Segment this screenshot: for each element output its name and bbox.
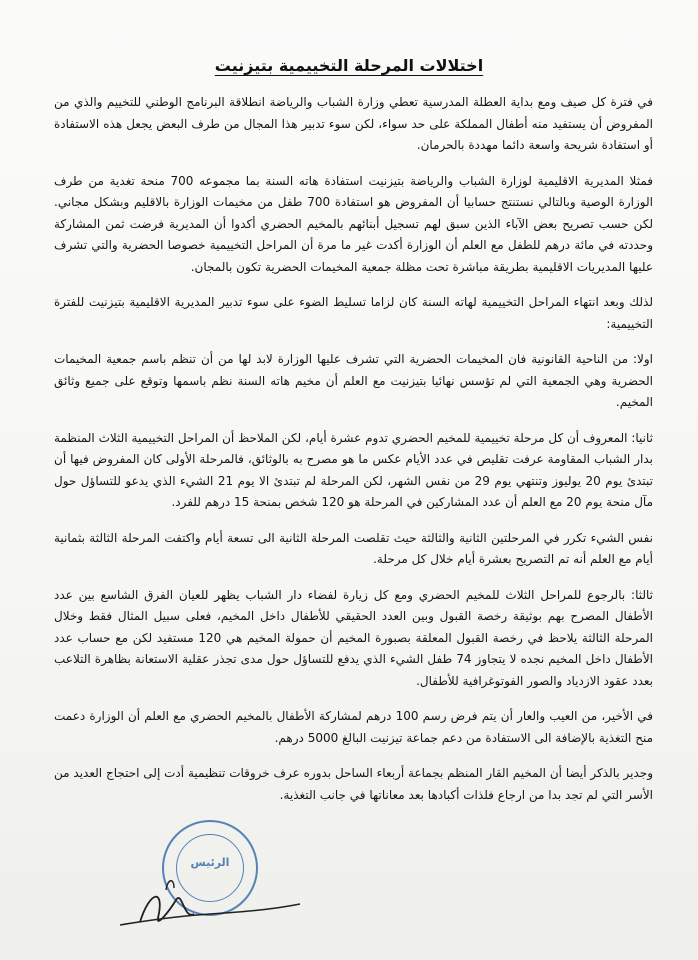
paragraph-note: وجدير بالذكر أيضا أن المخيم القار المنظم بجماعة أربعاء الساحل بدوره عرف خروقات تنظيمية أدت إلى احتجاج العديد من الأسر التي لم تجد بدا من ارجاع فلذات أكبادها بعد معاناتها في جانب التغذية. bbox=[54, 766, 653, 802]
paragraph-third-point: ثالثا: بالرجوع للمراحل الثلاث للمخيم الحضري ومع كل زيارة لفضاء دار الشباب يظهر للعيان الفرق الشاسع بين عدد الأطفال المصرح بهم بوثيقة رخصة القبول وبين العدد الحقيقي للأطفال داخل المخيم، فعلى سبيل المثال فقط وخلال المرحلة الثالثة يلاحظ في رخصة القبول المعلقة بصبورة المخيم أن حمولة المخيم هي 120 مستفيد لكن مع حساب عدد الأطفال داخل المخيم نجده لا يتجاوز 74 طفل الشيء الذي يدفع للتساؤل حول مدى تجذر عقلية الاستعانة بظاهرة التلاعب بعدد عقود الازدياد والصور الفوتوغرافية للأطفال. bbox=[54, 587, 653, 688]
stamp-label: الرئيس bbox=[190, 856, 230, 869]
signature bbox=[110, 870, 310, 940]
document-title-text: اختلالات المرحلة التخييمية بتيزنيت bbox=[214, 56, 484, 75]
document-body bbox=[54, 92, 653, 820]
paragraph-focus: لذلك وبعد انتهاء المراحل التخييمية لهاته السنة كان لزاما تسليط الضوء على سوء تدبير المديرية الاقليمية بتيزنيت للفترة التخييمية: bbox=[54, 295, 653, 331]
paragraph-second-point: ثانيا: المعروف أن كل مرحلة تخييمية للمخيم الحضري تدوم عشرة أيام، لكن الملاحظ أن المراحل التخييمية الثلاث المنظمة بدار الشباب المقاومة عرفت تقليص في عدد الأيام عكس ما هو مصرح به بالوثائق، فالمرحلة الأولى كان المفروض فيها أن تبتدئ يوم 20 يوليوز وتنتهي يوم 29 من نفس الشهر، لكن المرحلة لم تبتدئ الا يوم 21 الشيء الذي يدعو للتساؤل حول مآل منحة يوم 20 مع العلم أن عدد المشاركين في المرحلة هو 120 شخص بمنحة 15 درهم للفرد. bbox=[54, 430, 653, 509]
paragraph-intro: في فترة كل صيف ومع بداية العطلة المدرسية تعطي وزارة الشباب والرياضة انطلاقة البرنامج الوطني للتخييم والذي من المفروض أن يستفيد منه أطفال المملكة على حد سواء، لكن سوء تدبير هذا المجال من طرف البعض يجعل هذه الاستفادة أو استفادة شريحة واسعة دائما مهددة بالحرمان. bbox=[54, 95, 653, 152]
paragraph-first-point: اولا: من الناحية القانونية فان المخيمات الحضرية التي تشرف عليها الوزارة لابد لها من أن تنظم باسم جمعية المخيمات الحضرية وهي الجمعية التي لم تؤسس نهائيا بتيزنيت مع العلم أن مخيم هاته السنة نظم باسمها وتوقع على جميع وثائق المخيم. bbox=[54, 352, 653, 409]
document-title bbox=[0, 56, 698, 75]
paragraph-repetition: نفس الشيء تكرر في المرحلتين الثانية والثالثة حيث تقلصت المرحلة الثانية الى تسعة أيام واكتفت المرحلة الثالثة بثمانية أيام مع العلم أنه تم التصريح بعشرة أيام خلال كل مرحلة. bbox=[54, 530, 653, 566]
paragraph-example: فمثلا المديرية الاقليمية لوزارة الشباب والرياضة بتيزنيت استفادة هاته السنة بما مجموعه 700 منحة تغدية من طرف الوزارة الوصية وبالتالي نستنتج حسابيا أن المفروض هو استفادة 700 طفل من مخيمات الوزارة بالاقليم وبشكل مجاني. لكن حسب تصريح بعض الآباء الذين سبق لهم تسجيل أبنائهم بالمخيم الحضري أكدوا أن المديرية فرضت ثمن المشاركة وحددته في مائة درهم للطفل مع العلم أن الوزارة أكدت غير ما مرة أن المراحل التخييمية خصوصا الحضرية والتي تشرف عليها المديريات الاقليمية بطريقة مباشرة تحت مظلة جمعية المخيمات الحضرية تكون بالمجان. bbox=[54, 173, 653, 274]
paragraph-conclusion: في الأخير، من العيب والعار أن يتم فرض رسم 100 درهم لمشاركة الأطفال بالمخيم الحضري مع العلم أن الوزارة دعمت منح التغذية بالإضافة الى الاستفادة من دعم جماعة تيزنيت البالغ 5000 درهم. bbox=[54, 709, 653, 745]
